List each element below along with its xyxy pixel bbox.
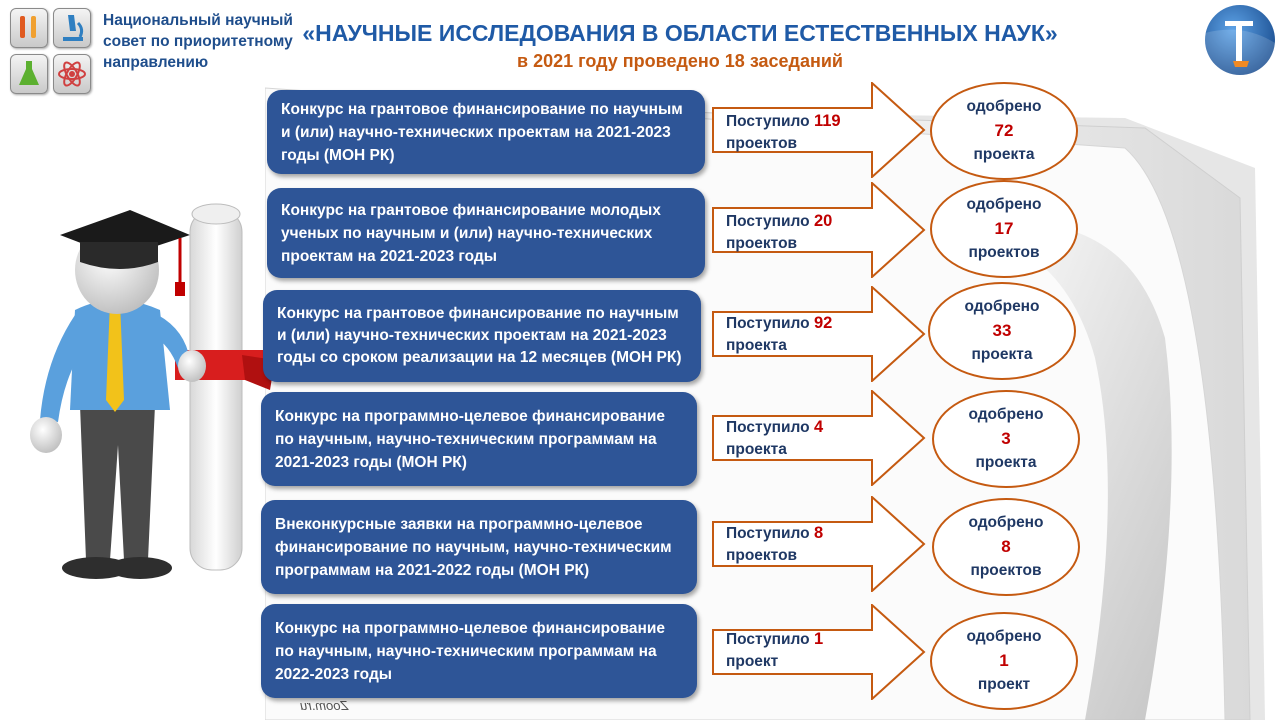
received-count (726, 522, 876, 567)
approved-unit: проект (977, 676, 1031, 693)
approved-number: 8 (1001, 537, 1011, 556)
contest-row (0, 390, 1280, 490)
received-unit: проектов (726, 547, 798, 564)
approved-unit: проекта (971, 346, 1033, 363)
microscope-icon (53, 8, 91, 48)
contest-box: Конкурс на программно-целевое финансирование по научным, научно-техническим программам на 2021-2023 годы (МОН РК) (261, 392, 697, 486)
received-count (726, 110, 876, 155)
received-number: 4 (813, 418, 824, 436)
council-name: Национальный научный совет по приоритетному направлению (103, 12, 293, 71)
received-number: 1 (813, 630, 824, 648)
received-label: Поступило (726, 631, 810, 648)
approved-number: 72 (994, 121, 1014, 140)
received-number: 92 (813, 314, 833, 332)
approved-unit: проекта (973, 146, 1035, 163)
approved-oval (930, 180, 1078, 278)
contest-box: Конкурс на грантовое финансирование молодых ученых по научным и (или) научно-технических проектам на 2021-2023 годы (267, 188, 705, 278)
received-number: 119 (813, 112, 841, 130)
approved-number: 17 (994, 219, 1014, 238)
approved-oval (932, 498, 1080, 596)
approved-oval (930, 82, 1078, 180)
contest-row (0, 82, 1280, 182)
approved-oval (930, 612, 1078, 710)
page-subtitle: в 2021 году проведено 18 заседаний (517, 51, 843, 71)
organization-logo-icon (1203, 3, 1277, 77)
received-label: Поступило (726, 315, 810, 332)
contest-box: Конкурс на грантовое финансирование по научным и (или) научно-технических проектам на 2021-2023 годы со сроком реализации на 12 месяцев (МОН РК) (263, 290, 701, 382)
contest-row (0, 602, 1280, 702)
received-count (726, 312, 876, 357)
received-unit: проектов (726, 235, 798, 252)
page-title: «НАУЧНЫЕ ИССЛЕДОВАНИЯ В ОБЛАСТИ ЕСТЕСТВЕННЫХ НАУК» (302, 20, 1058, 46)
approved-number: 1 (999, 651, 1009, 670)
received-label: Поступило (726, 419, 810, 436)
received-number: 20 (813, 212, 833, 230)
contest-row (0, 496, 1280, 596)
received-unit: проекта (726, 441, 787, 458)
approved-label: одобрено (968, 406, 1044, 423)
contest-box: Конкурс на программно-целевое финансирование по научным, научно-техническим программам на 2022-2023 годы (261, 604, 697, 698)
received-label: Поступило (726, 113, 810, 130)
received-number: 8 (813, 524, 824, 542)
approved-unit: проектов (968, 244, 1040, 261)
received-count (726, 416, 876, 461)
approved-oval (932, 390, 1080, 488)
contest-box: Внеконкурсные заявки на программно-целевое финансирование по научным, научно-техническим программам на 2021-2022 годы (МОН РК) (261, 500, 697, 594)
approved-oval (928, 282, 1076, 380)
approved-label: одобрено (964, 298, 1040, 315)
approved-unit: проектов (970, 562, 1042, 579)
approved-unit: проекта (975, 454, 1037, 471)
approved-label: одобрено (968, 514, 1044, 531)
test-tubes-icon (10, 8, 48, 48)
received-label: Поступило (726, 213, 810, 230)
received-label: Поступило (726, 525, 810, 542)
approved-number: 3 (1001, 429, 1011, 448)
received-count (726, 210, 876, 255)
contest-row (0, 180, 1280, 280)
received-unit: проектов (726, 135, 798, 152)
approved-label: одобрено (966, 98, 1042, 115)
watermark-text: Zoom.ru (300, 698, 349, 713)
approved-label: одобрено (966, 196, 1042, 213)
received-unit: проекта (726, 337, 787, 354)
approved-label: одобрено (966, 628, 1042, 645)
received-unit: проект (726, 653, 779, 670)
received-count (726, 628, 876, 673)
approved-number: 33 (992, 321, 1012, 340)
contest-row (0, 284, 1280, 384)
contest-box: Конкурс на грантовое финансирование по научным и (или) научно-технических проектам на 2021-2023 годы (МОН РК) (267, 90, 705, 174)
